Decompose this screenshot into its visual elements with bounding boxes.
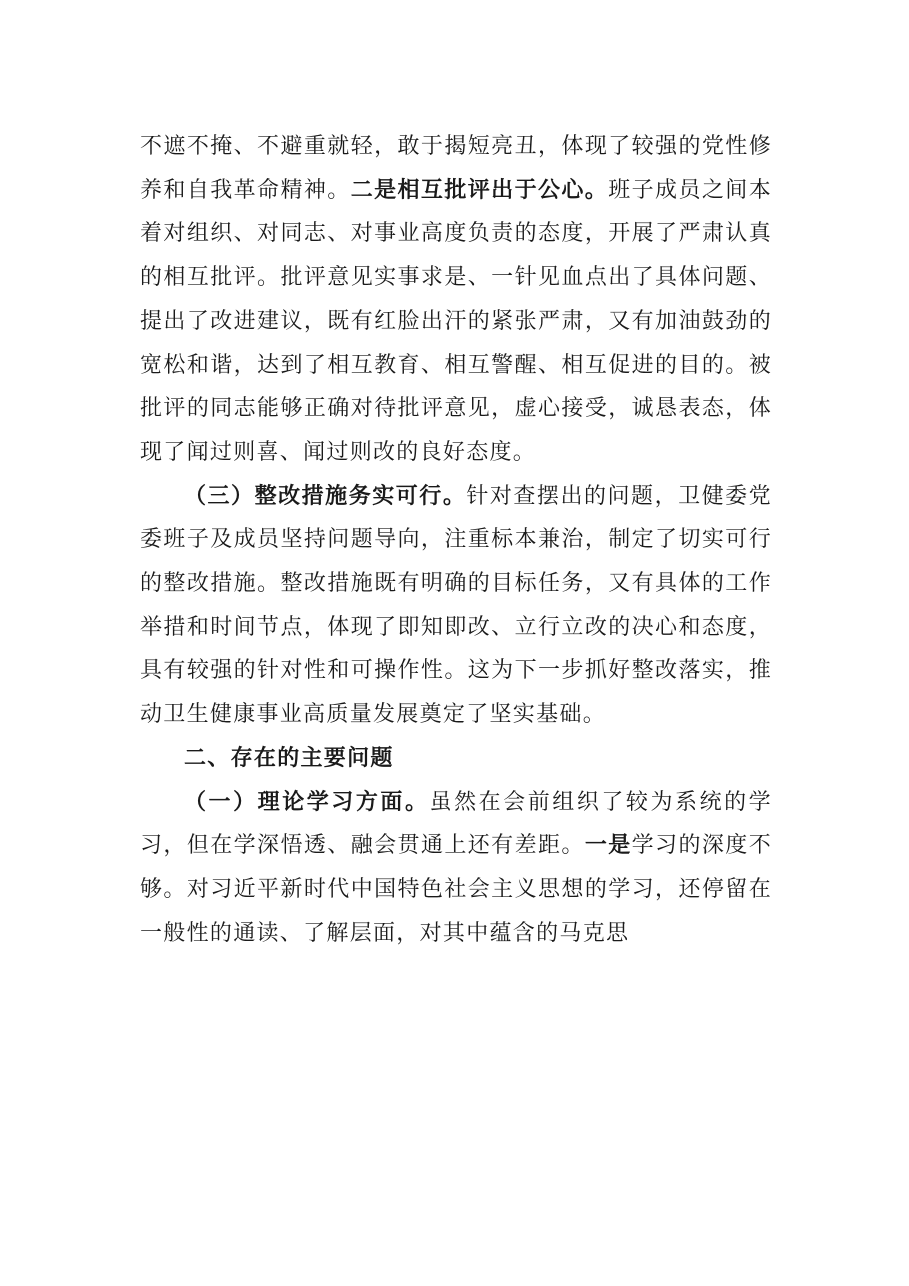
paragraph-rectification — [140, 475, 772, 737]
body-text: 班子成员之间本着对组织、对同志、对事业高度负责的态度，开展了严肃认真的相互批评。批评意见实事求是、一针见血点出了具体问题、提出了改进建议，既有红脸出汗的紧张严肃，又有加油鼓劲的宽松和谐，达到了相互教育、相互警醒、相互促进的目的。被批评的同志能够正确对待批评意见，虚心接受，诚恳表态，体现了闻过则喜、闻过则改的良好态度。 — [140, 177, 772, 465]
section-heading: （一）理论学习方面。 — [184, 788, 430, 815]
body-text: 针对查摆出的问题，卫健委党委班子及成员坚持问题导向，注重标本兼治，制定了切实可行的整改措施。整改措施既有明确的目标任务，又有具体的工作举措和时间节点，体现了即知即改、立行立改的决心和态度，具有较强的针对性和可操作性。这为下一步抓好整改落实，推动卫生健康事业高质量发展奠定了坚实基础。 — [140, 483, 772, 728]
paragraph-theory-study — [140, 781, 772, 956]
bold-phrase: 二是相互批评出于公心。 — [350, 176, 609, 203]
paragraph-criticism — [140, 125, 772, 475]
section-heading: （三）整改措施务实可行。 — [184, 482, 467, 509]
document-body — [140, 125, 772, 955]
body-text: 学习的深度不够。对习近平新时代中国特色社会主义思想的学习，还停留在一般性的通读、了解层面，对其中蕴含的马克思 — [140, 833, 772, 946]
chapter-heading — [140, 737, 772, 781]
bold-phrase: 一是 — [584, 832, 632, 859]
body-text: 不遮不掩、不避重就轻，敢于揭短亮丑，体现了较强的党性修养和自我革命精神。 — [140, 134, 772, 203]
chapter-heading-text: 二、存在的主要问题 — [184, 744, 394, 771]
body-text: 虽然在会前组织了较为系统的学习，但在学深悟透、融会贯通上还有差距。 — [140, 789, 772, 859]
